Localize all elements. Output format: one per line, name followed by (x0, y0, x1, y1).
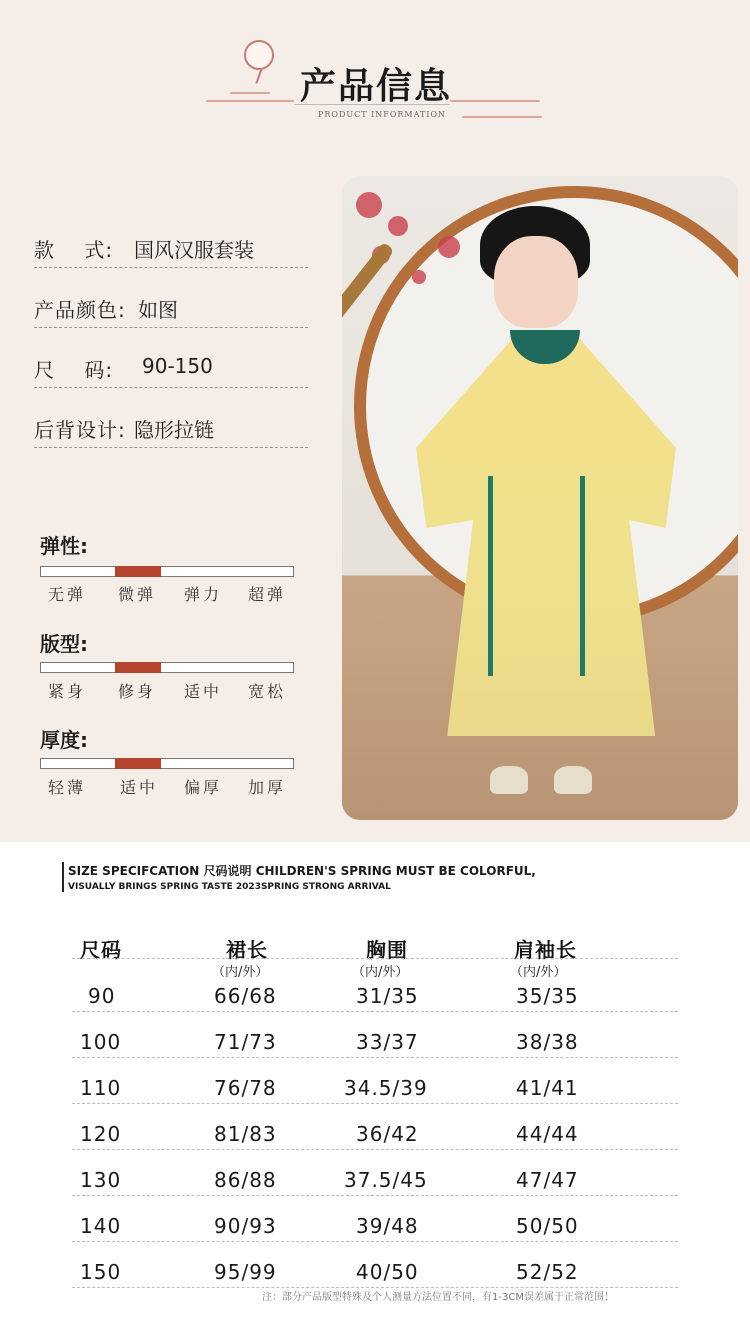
table-cell: 81/83 (214, 1122, 277, 1146)
size-cell: 130 (80, 1168, 122, 1192)
scale-option: 宽松 (248, 682, 287, 701)
header-divider (72, 958, 678, 959)
child-face (494, 236, 578, 328)
elasticity-options (40, 582, 294, 606)
thickness-indicator (115, 758, 161, 769)
table-cell: 47/47 (516, 1168, 579, 1192)
table-cell: 35/35 (516, 984, 579, 1008)
table-cell: 71/73 (214, 1030, 277, 1054)
decorative-line (230, 92, 270, 94)
decorative-line (206, 100, 294, 102)
blossom-decoration (438, 236, 460, 258)
scale-option: 超弹 (248, 585, 287, 604)
elasticity-title: 弹性: (40, 534, 88, 558)
column-subheader: （内/外） (352, 965, 409, 980)
section-header (0, 0, 750, 140)
table-cell: 86/88 (214, 1168, 277, 1192)
info-label: 后背设计: (34, 418, 126, 442)
cloth-shoe (490, 766, 528, 794)
thickness-bar (40, 758, 294, 769)
scale-option: 适中 (184, 682, 223, 701)
table-cell: 38/38 (516, 1030, 579, 1054)
table-cell: 31/35 (356, 984, 419, 1008)
table-cell: 90/93 (214, 1214, 277, 1238)
info-row-color (34, 290, 308, 328)
table-cell: 66/68 (214, 984, 277, 1008)
table-cell: 39/48 (356, 1214, 419, 1238)
column-subheader: （内/外） (212, 965, 269, 980)
table-cell: 33/37 (356, 1030, 419, 1054)
table-row (72, 1012, 678, 1058)
robe-tassel (488, 476, 493, 676)
info-label: 产品颜色: (34, 298, 126, 322)
table-cell: 41/41 (516, 1076, 579, 1100)
size-cell: 100 (80, 1030, 122, 1054)
blossom-decoration (356, 192, 382, 218)
info-row-back-design (34, 410, 308, 448)
fit-indicator (115, 662, 161, 673)
info-row-style (34, 230, 308, 268)
thickness-title: 厚度: (40, 728, 88, 752)
table-cell: 50/50 (516, 1214, 579, 1238)
size-cell: 90 (88, 984, 116, 1008)
info-value: 90-150 (142, 354, 213, 378)
column-subheader: （内/外） (510, 965, 567, 980)
scale-option: 紧身 (48, 682, 87, 701)
table-row (72, 966, 678, 1012)
elasticity-bar (40, 566, 294, 577)
size-cell: 110 (80, 1076, 122, 1100)
thickness-options (40, 775, 294, 799)
info-value: 国风汉服套装 (134, 238, 254, 262)
size-spec-line-2: VISUALLY BRINGS SPRING TASTE 2023SPRING STRONG ARRIVAL (68, 882, 391, 892)
table-cell: 44/44 (516, 1122, 579, 1146)
table-row (72, 1196, 678, 1242)
decorative-line (462, 116, 542, 118)
robe-tassel (580, 476, 585, 676)
blossom-decoration (388, 216, 408, 236)
round-fan-icon (244, 40, 274, 70)
info-label: 款 式: (34, 238, 114, 262)
size-spec-heading (62, 862, 536, 892)
size-cell: 140 (80, 1214, 122, 1238)
blossom-decoration (412, 270, 426, 284)
table-cell: 37.5/45 (344, 1168, 428, 1192)
table-row (72, 1058, 678, 1104)
cloth-shoe (554, 766, 592, 794)
table-cell: 40/50 (356, 1260, 419, 1284)
scale-option: 无弹 (48, 585, 87, 604)
table-row (72, 1104, 678, 1150)
page-subtitle: PRODUCT INFORMATION (318, 110, 446, 119)
info-value: 如图 (138, 298, 178, 322)
scale-option: 修身 (118, 682, 157, 701)
product-photo (342, 176, 738, 820)
column-header-shoulder-sleeve: 肩袖长 (514, 938, 577, 962)
scale-option: 微弹 (118, 585, 157, 604)
measurement-note: 注：部分产品版型特殊及个人测量方法位置不同，有1-3CM误差属于正常范围！ (262, 1292, 614, 1303)
fit-bar (40, 662, 294, 673)
column-header-size: 尺码 (80, 938, 122, 962)
decorative-line (450, 100, 540, 102)
table-cell: 34.5/39 (344, 1076, 428, 1100)
table-row (72, 1242, 678, 1288)
size-spec-line-1: SIZE SPECIFCATION 尺码说明 CHILDREN'S SPRING MUST BE COLORFUL, (68, 864, 536, 878)
info-label: 尺 码: (34, 358, 114, 382)
fit-title: 版型: (40, 632, 88, 656)
fit-options (40, 679, 294, 703)
info-value: 隐形拉链 (134, 418, 214, 442)
scale-option: 轻薄 (48, 778, 87, 797)
table-cell: 52/52 (516, 1260, 579, 1284)
table-cell: 76/78 (214, 1076, 277, 1100)
table-row (72, 1150, 678, 1196)
scale-option: 适中 (120, 778, 159, 797)
scale-option: 偏厚 (184, 778, 223, 797)
table-cell: 95/99 (214, 1260, 277, 1284)
column-header-chest: 胸围 (366, 938, 408, 962)
scale-option: 加厚 (248, 778, 287, 797)
size-cell: 120 (80, 1122, 122, 1146)
page-title: 产品信息 (300, 65, 453, 107)
elasticity-indicator (115, 566, 161, 577)
info-row-size (34, 350, 308, 388)
table-cell: 36/42 (356, 1122, 419, 1146)
scale-option: 弹力 (184, 585, 223, 604)
size-cell: 150 (80, 1260, 122, 1284)
column-header-skirt-length: 裙长 (226, 938, 268, 962)
